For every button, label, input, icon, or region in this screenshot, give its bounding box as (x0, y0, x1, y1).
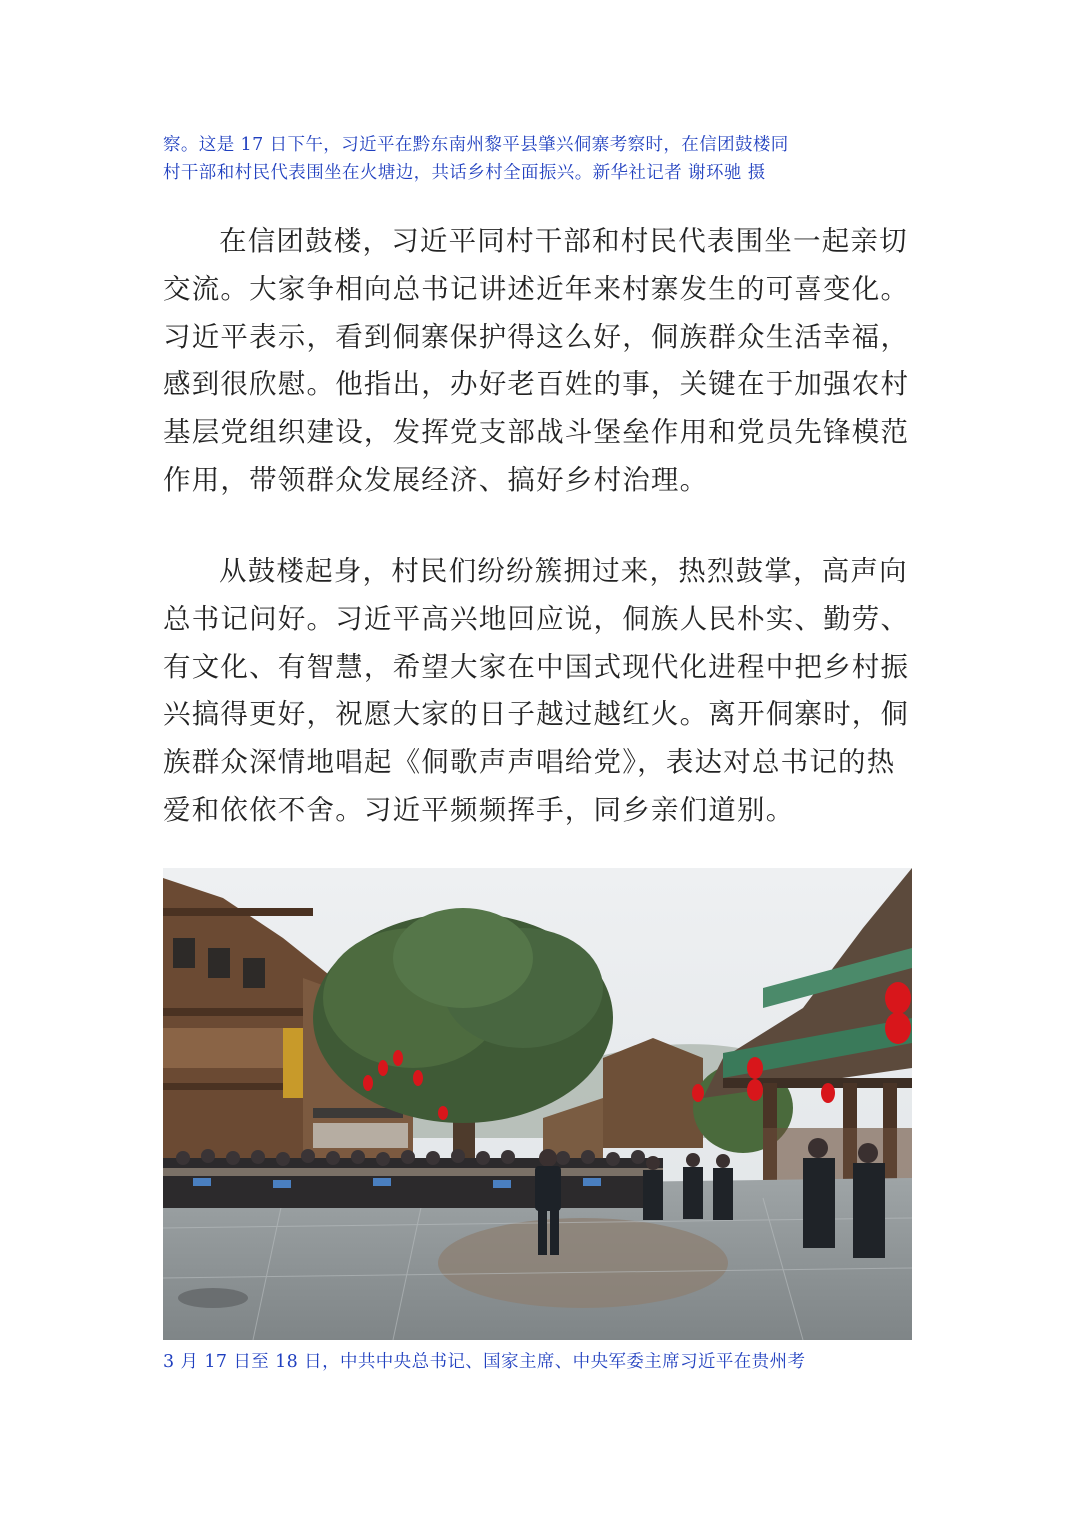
article-paragraph (163, 218, 913, 505)
circular-stone-area (438, 1218, 728, 1308)
caption-line: 村干部和村民代表围坐在火塘边，共话乡村全面振兴。新华社记者 谢环驰 摄 (163, 163, 766, 183)
paragraph-line: 爱和依依不舍。习近平频频挥手，同乡亲们道别。 (163, 793, 795, 826)
paragraph-line: 交流。大家争相向总书记讲述近年来村寨发生的可喜变化。 (163, 272, 910, 305)
photo-caption-bottom (163, 1348, 913, 1376)
caption-line: 察。这是 17 日下午，习近平在黔东南州黎平县肇兴侗寨考察时，在信团鼓楼同 (163, 135, 789, 155)
crowd (163, 1149, 663, 1208)
paragraph-line: 从鼓楼起身，村民们纷纷簇拥过来，热烈鼓掌，高声向 (219, 555, 908, 587)
paragraph-line: 有文化、有智慧，希望大家在中国式现代化进程中把乡村振 (163, 650, 910, 683)
paragraph-line: 在信团鼓楼，习近平同村干部和村民代表围坐一起亲切 (219, 225, 908, 257)
caption-line: 3 月 17 日至 18 日，中共中央总书记、国家主席、中央军委主席习近平在贵州考 (163, 1352, 806, 1372)
drain-cover (178, 1288, 248, 1308)
photo-caption-top (163, 131, 913, 187)
paragraph-line: 基层党组织建设，发挥党支部战斗堡垒作用和党员先锋模范 (163, 416, 910, 449)
paragraph-line: 感到很欣慰。他指出，办好老百姓的事，关键在于加强农村 (163, 368, 910, 401)
paragraph-line: 兴搞得更好，祝愿大家的日子越过越红火。离开侗寨时，侗 (163, 698, 910, 731)
paragraph-line: 作用，带领群众发展经济、搞好乡村治理。 (163, 463, 709, 496)
news-photo (163, 868, 912, 1340)
article-paragraph (163, 548, 913, 835)
paragraph-line: 习近平表示，看到侗寨保护得这么好，侗族群众生活幸福， (163, 320, 910, 353)
paragraph-line: 总书记问好。习近平高兴地回应说，侗族人民朴实、勤劳、 (163, 602, 910, 635)
paragraph-line: 族群众深情地唱起《侗歌声声唱给党》，表达对总书记的热 (163, 746, 896, 779)
village-square-photo (163, 868, 912, 1340)
